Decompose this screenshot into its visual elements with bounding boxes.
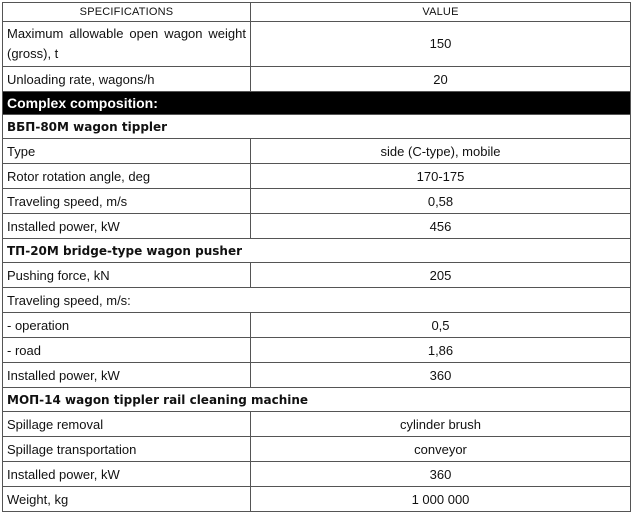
table-row: [3, 338, 631, 363]
param-cell: Pushing force, kN: [3, 263, 251, 288]
table-row: [3, 462, 631, 487]
table-row: [3, 288, 631, 313]
table-row: [3, 363, 631, 388]
param-cell: Installed power, kW: [3, 363, 251, 388]
section-title: Complex composition:: [3, 92, 631, 115]
table-row: [3, 214, 631, 239]
param-cell: Spillage removal: [3, 412, 251, 437]
table-row: [3, 412, 631, 437]
value-cell: side (C-type), mobile: [251, 139, 631, 164]
value-cell: 456: [251, 214, 631, 239]
param-cell: Traveling speed, m/s: [3, 189, 251, 214]
table-row: [3, 487, 631, 512]
value-cell: 0,58: [251, 189, 631, 214]
param-cell: - operation: [3, 313, 251, 338]
value-cell: 205: [251, 263, 631, 288]
table-row: [3, 189, 631, 214]
group-title: ВБП-80М wagon tippler: [3, 115, 631, 139]
value-cell: cylinder brush: [251, 412, 631, 437]
value-cell: 150: [251, 22, 631, 67]
header-value: VALUE: [251, 3, 631, 22]
group-title: МОП-14 wagon tippler rail cleaning machine: [3, 388, 631, 412]
header-specifications: SPECIFICATIONS: [3, 3, 251, 22]
param-cell: Type: [3, 139, 251, 164]
param-cell: Spillage transportation: [3, 437, 251, 462]
param-cell: Unloading rate, wagons/h: [3, 67, 251, 92]
value-cell: 1,86: [251, 338, 631, 363]
header-row: [3, 3, 631, 22]
param-cell: Weight, kg: [3, 487, 251, 512]
table-row: [3, 263, 631, 288]
value-cell: 360: [251, 462, 631, 487]
table-row: [3, 313, 631, 338]
param-cell: Installed power, kW: [3, 214, 251, 239]
group-title-row: [3, 388, 631, 412]
value-cell: 0,5: [251, 313, 631, 338]
group-title-row: [3, 115, 631, 139]
group-title: ТП-20М bridge-type wagon pusher: [3, 239, 631, 263]
table-row: [3, 164, 631, 189]
param-cell: Maximum allowable open wagon weight (gross), t: [3, 22, 251, 67]
table-row: [3, 22, 631, 67]
table-row: [3, 437, 631, 462]
value-cell: 20: [251, 67, 631, 92]
param-cell: Installed power, kW: [3, 462, 251, 487]
param-cell: - road: [3, 338, 251, 363]
section-header-row: [3, 92, 631, 115]
value-cell: 360: [251, 363, 631, 388]
param-cell: Traveling speed, m/s:: [3, 288, 631, 313]
param-cell: Rotor rotation angle, deg: [3, 164, 251, 189]
value-cell: conveyor: [251, 437, 631, 462]
table-row: [3, 139, 631, 164]
table-row: [3, 67, 631, 92]
value-cell: 170-175: [251, 164, 631, 189]
value-cell: 1 000 000: [251, 487, 631, 512]
group-title-row: [3, 239, 631, 263]
specifications-table: [2, 2, 631, 512]
